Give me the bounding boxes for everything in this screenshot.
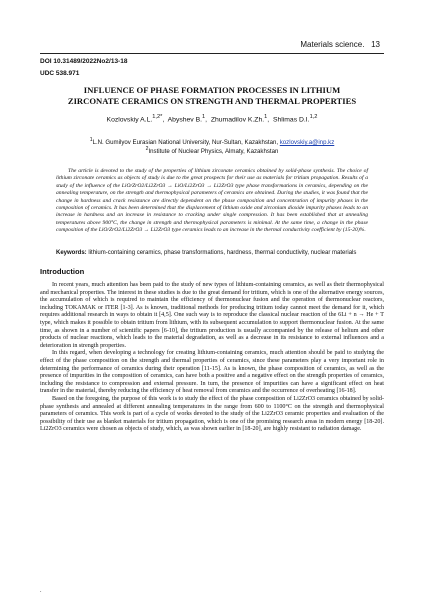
- author: Abyshev B.: [167, 116, 203, 124]
- author: Shlimas D.I.: [272, 116, 310, 124]
- udc: UDC 538.971: [40, 70, 80, 77]
- author-email-link[interactable]: kozlovskiy.a@inp.kz: [279, 139, 335, 147]
- page-number: 13: [371, 40, 380, 49]
- keywords: [56, 250, 368, 258]
- body-text: [40, 282, 384, 434]
- affiliation-1: $^1$L.N. Gumilyov Eurasian National University, Nur-Sultan, Kazakhstan, kozlovskiy.a@inp.kz: [89, 137, 335, 147]
- footer-mark: .: [40, 588, 42, 594]
- author-list: Kozlovskiy A.L.$^{1,2*}$, Abyshev B.$^1$, Zhumadilov K.Zh.$^1$, Shlimas D.I.$^{1,2}$: [106, 114, 318, 124]
- paragraph: In recent years, much attention has been paid to the study of new types of lithium-containing ceramics, as well as their thermophysical and mechanical properties. The interest in these studies is due to the great demand for tritium, which is one of the alternative energy sources, the accumulation of which is required to maintain the efficiency of thermonuclear fusion and the operation of thermonuclear reactors, including TOKAMAK or ITER [1-3]. As is known, traditional methods for producing tritium today cannot meet the demand for it, which requires additional research in ways to obtain it [4,5]. One such way is to reproduce the classical nuclear reaction of the 6Li + n → He + T type, which makes it possible to obtain tritium from lithium, with its subsequent accumulation to support thermonuclear fusion. At the same time, as shown in a number of scientific papers [6-10], the tritium production is usually accompanied by the release of helium and other products of nuclear reactions, which leads to the material degradation, as well as a decrease in its resistance to external influences and a deterioration in strength properties.: [40, 282, 384, 349]
- article-title: INFLUENCE OF PHASE FORMATION PROCESSES IN LITHIUM ZIRCONATE CERAMICS ON STRENGTH AND THERMAL PROPERTIES: [67, 85, 357, 106]
- author: Zhumadilov K.Zh.: [210, 116, 265, 124]
- doi: DOI 10.31489/2022No2/13-18: [40, 58, 128, 65]
- author: Kozlovskiy A.L.: [106, 116, 153, 124]
- affiliation-2: $^2$Institute of Nuclear Physics, Almaty, Kazakhstan: [145, 146, 279, 156]
- journal-section: Materials science.: [300, 40, 365, 49]
- running-header: [300, 40, 380, 49]
- paragraph: In this regard, when developing a technology for creating lithium-containing ceramics, much attention should be paid to studying the effect of the phase composition on the strength and thermal properties of ceramics, since these parameters play a very important role in determining the performance of ceramics during their operation [11-15]. As is known, the phase composition of ceramics, as well as the presence of impurities in the composition of ceramics, can have both a positive and a negative effect on the strength properties of ceramics, including the resistance to compression and external pressure. In turn, the presence of impurities can have a significant effect on heat transfer in the material, thereby reducing the efficiency of heat removal from ceramics and the occurrence of overheating [16-18].: [40, 350, 384, 395]
- paragraph: Based on the foregoing, the purpose of this work is to study the effect of the phase composition of Li2ZrO3 ceramics obtained by solid-phase synthesis and annealed at different annealing temperatures in the range from 600 to 1100°C on the strength and thermophysical parameters of ceramics. This work is part of a cycle of works devoted to the study of the Li2ZrO3 ceramic properties and evaluation of the possibility of their use as blanket materials for tritium propagation, which is one of the promising research areas in modern energy [18-20]. Li2ZrO3 ceramics were chosen as objects of study, which, as was shown earlier in [18-20], are highly resistant to radiation damage.: [40, 395, 384, 433]
- header-rule: [40, 53, 384, 54]
- abstract: The article is devoted to the study of the properties of lithium zirconate ceramics obtained by solid-phase synthesis. The choice of lithium zirconate ceramics as objects of study is due to the great prospects for their use as materials for tritium propagation. Results of a study of the influence of the LiO/ZrO2/Li2ZrO3 → LiO/Li2ZrO3 → Li2ZrO3 type phase transformations in ceramics, depending on the annealing temperature, on the strength and thermophysical parameters of ceramics are obtained. During the studies, it was found that the change in hardness and crack resistance are directly dependent on the phase composition and concentration of impurity phases in the composition of ceramics. It has been determined that the displacement of lithium oxide and zirconium dioxide impurity phases leads to an increase in hardness and an increase in resistance to cracking under single compression. It has been established that at annealing temperatures above 900°C, the change in strength and thermophysical parameters is minimal. At the same time, a change in the phase composition of the LiO/ZrO2/Li2ZrO3 → Li2ZrO3 type ceramics leads to an increase in the thermal conductivity coefficient by (15-20)%.: [56, 168, 368, 234]
- section-heading: Introduction: [40, 267, 85, 276]
- keywords-label: Keywords:: [56, 250, 87, 256]
- keywords-text: lithium-containing ceramics, phase transformations, hardness, thermal conductivity, nuclear materials: [88, 250, 357, 256]
